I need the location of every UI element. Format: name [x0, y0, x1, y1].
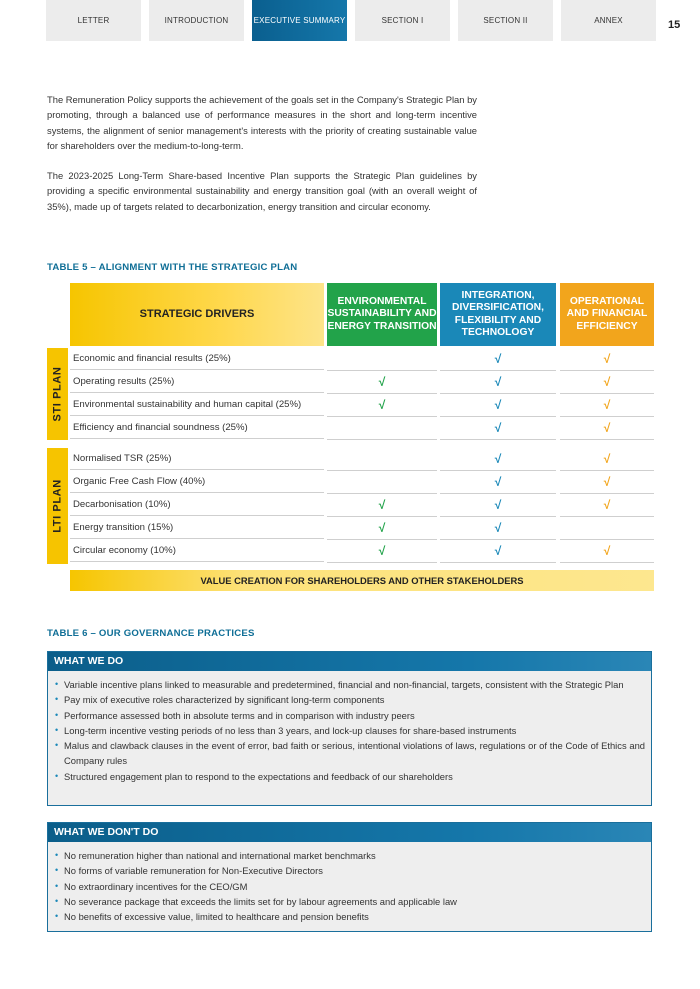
check-int: √	[440, 448, 556, 471]
bullet-icon: •	[55, 740, 59, 751]
check-env: √	[327, 517, 437, 540]
list-item	[55, 708, 645, 723]
what-we-dont-do-box	[47, 822, 652, 932]
list-item	[55, 738, 645, 769]
what-we-dont-do-heading: WHAT WE DON'T DO	[48, 823, 651, 842]
bullet-icon: •	[55, 709, 59, 720]
header-integration: INTEGRATION, DIVERSIFICATION, FLEXIBILITY AND TECHNOLOGY	[440, 283, 556, 346]
row-label: Normalised TSR (25%)	[70, 448, 324, 470]
list-item	[55, 894, 645, 909]
bullet-icon: •	[55, 880, 59, 891]
bullet-icon: •	[55, 770, 59, 781]
tab-introduction[interactable]: INTRODUCTION	[149, 0, 244, 41]
list-item-text: Performance assessed both in absolute terms and in comparison with industry peers	[64, 709, 415, 721]
check-int: √	[440, 371, 556, 394]
table6-title: TABLE 6 – OUR GOVERNANCE PRACTICES	[47, 628, 255, 639]
check-env	[327, 471, 437, 494]
table-row	[70, 394, 654, 417]
check-op: √	[560, 448, 654, 471]
bullet-icon: •	[55, 694, 59, 705]
check-int: √	[440, 494, 556, 517]
header-operational: OPERATIONAL AND FINANCIAL EFFICIENCY	[560, 283, 654, 346]
section-nav	[46, 0, 656, 41]
list-item-text: No severance package that exceeds the limits set for by labour agreements and applicable law	[64, 895, 457, 907]
what-we-dont-do-list	[48, 842, 651, 930]
list-item-text: Malus and clawback clauses in the event of error, bad faith or serious, intentional violations of laws, regulations or of the Code of Ethics and Company rules	[64, 740, 645, 767]
what-we-do-box	[47, 651, 652, 806]
bullet-icon: •	[55, 679, 59, 689]
table-row	[70, 540, 654, 563]
tab-section-ii[interactable]: SECTION II	[458, 0, 553, 41]
list-item	[55, 692, 645, 707]
list-item	[55, 769, 645, 784]
value-creation-bar: VALUE CREATION FOR SHAREHOLDERS AND OTHER STAKEHOLDERS	[70, 570, 654, 591]
tab-letter[interactable]: LETTER	[46, 0, 141, 41]
check-env: √	[327, 394, 437, 417]
table-row	[70, 494, 654, 517]
table-row	[70, 448, 654, 471]
tab-section-i[interactable]: SECTION I	[355, 0, 450, 41]
check-env: √	[327, 540, 437, 563]
table-row	[70, 348, 654, 371]
table-row	[70, 517, 654, 540]
list-item	[55, 848, 645, 863]
what-we-do-list	[48, 671, 651, 790]
check-int: √	[440, 394, 556, 417]
list-item-text: No benefits of excessive value, limited to healthcare and pension benefits	[64, 911, 369, 923]
list-item-text: Long-term incentive vesting periods of no less than 3 years, and lock-up clauses for share-based instruments	[64, 724, 517, 736]
check-env	[327, 417, 437, 440]
intro-paragraph-2: The 2023-2025 Long-Term Share-based Incentive Plan supports the Strategic Plan guidelines by providing a specific environmental sustainability and energy transition goal (with an overall weight of 35%), made up of targets related to decarbonization, energy transition and circular economy.	[47, 170, 477, 212]
table-row	[70, 417, 654, 440]
check-int: √	[440, 471, 556, 494]
page-number: 15	[668, 19, 681, 31]
list-item	[55, 909, 645, 924]
check-op: √	[560, 494, 654, 517]
check-op	[560, 517, 654, 540]
header-strategic-drivers: STRATEGIC DRIVERS	[70, 283, 324, 346]
list-item	[55, 863, 645, 878]
check-op: √	[560, 540, 654, 563]
list-item-text: Structured engagement plan to respond to the expectations and feedback of our shareholders	[64, 770, 453, 782]
row-label: Organic Free Cash Flow (40%)	[70, 471, 324, 493]
check-op: √	[560, 348, 654, 371]
check-op: √	[560, 371, 654, 394]
row-label: Energy transition (15%)	[70, 517, 324, 539]
list-item	[55, 677, 645, 692]
list-item-text: Pay mix of executive roles characterized by significant long-term components	[64, 694, 385, 706]
check-int: √	[440, 348, 556, 371]
check-int: √	[440, 417, 556, 440]
header-environmental: ENVIRONMENTAL SUSTAINABILITY AND ENERGY TRANSITION	[327, 283, 437, 346]
row-label: Operating results (25%)	[70, 371, 324, 393]
check-env: √	[327, 494, 437, 517]
bullet-icon: •	[55, 895, 59, 906]
table-row	[70, 371, 654, 394]
row-label: Efficiency and financial soundness (25%)	[70, 417, 324, 439]
intro-paragraph-1: The Remuneration Policy supports the achievement of the goals set in the Company's Strategic Plan by promoting, through a balanced use of performance measures in the short and long-term incentive systems, the alignment of senior management's interests with the priority of creating sustainable value for shareholders over the medium-to-long-term.	[47, 94, 477, 151]
bullet-icon: •	[55, 911, 59, 922]
bullet-icon: •	[55, 724, 59, 735]
what-we-do-heading: WHAT WE DO	[48, 652, 651, 671]
check-env	[327, 448, 437, 471]
check-op: √	[560, 471, 654, 494]
check-int: √	[440, 517, 556, 540]
check-env	[327, 348, 437, 371]
tab-annex[interactable]: ANNEX	[561, 0, 656, 41]
sti-plan-text: STI PLAN	[51, 366, 64, 422]
list-item-text: Variable incentive plans linked to measurable and predetermined, financial and non-financial, targets, consistent with the Strategic Plan	[64, 679, 624, 690]
list-item-text: No extraordinary incentives for the CEO/GM	[64, 880, 248, 892]
list-item-text: No remuneration higher than national and international market benchmarks	[64, 850, 376, 861]
bullet-icon: •	[55, 865, 59, 876]
table5-title: TABLE 5 – ALIGNMENT WITH THE STRATEGIC PLAN	[47, 262, 298, 273]
tab-executive-summary[interactable]: EXECUTIVE SUMMARY	[252, 0, 347, 41]
row-label: Environmental sustainability and human capital (25%)	[70, 394, 324, 416]
list-item	[55, 723, 645, 738]
list-item-text: No forms of variable remuneration for Non-Executive Directors	[64, 865, 323, 877]
row-label: Circular economy (10%)	[70, 540, 324, 562]
table-row	[70, 471, 654, 494]
check-op: √	[560, 417, 654, 440]
row-label: Decarbonisation (10%)	[70, 494, 324, 516]
check-env: √	[327, 371, 437, 394]
row-label: Economic and financial results (25%)	[70, 348, 324, 370]
lti-plan-label	[47, 448, 68, 564]
check-int: √	[440, 540, 556, 563]
sti-plan-label	[47, 348, 68, 440]
list-item	[55, 879, 645, 894]
bullet-icon: •	[55, 850, 59, 860]
lti-plan-text: LTI PLAN	[51, 479, 64, 533]
check-op: √	[560, 394, 654, 417]
